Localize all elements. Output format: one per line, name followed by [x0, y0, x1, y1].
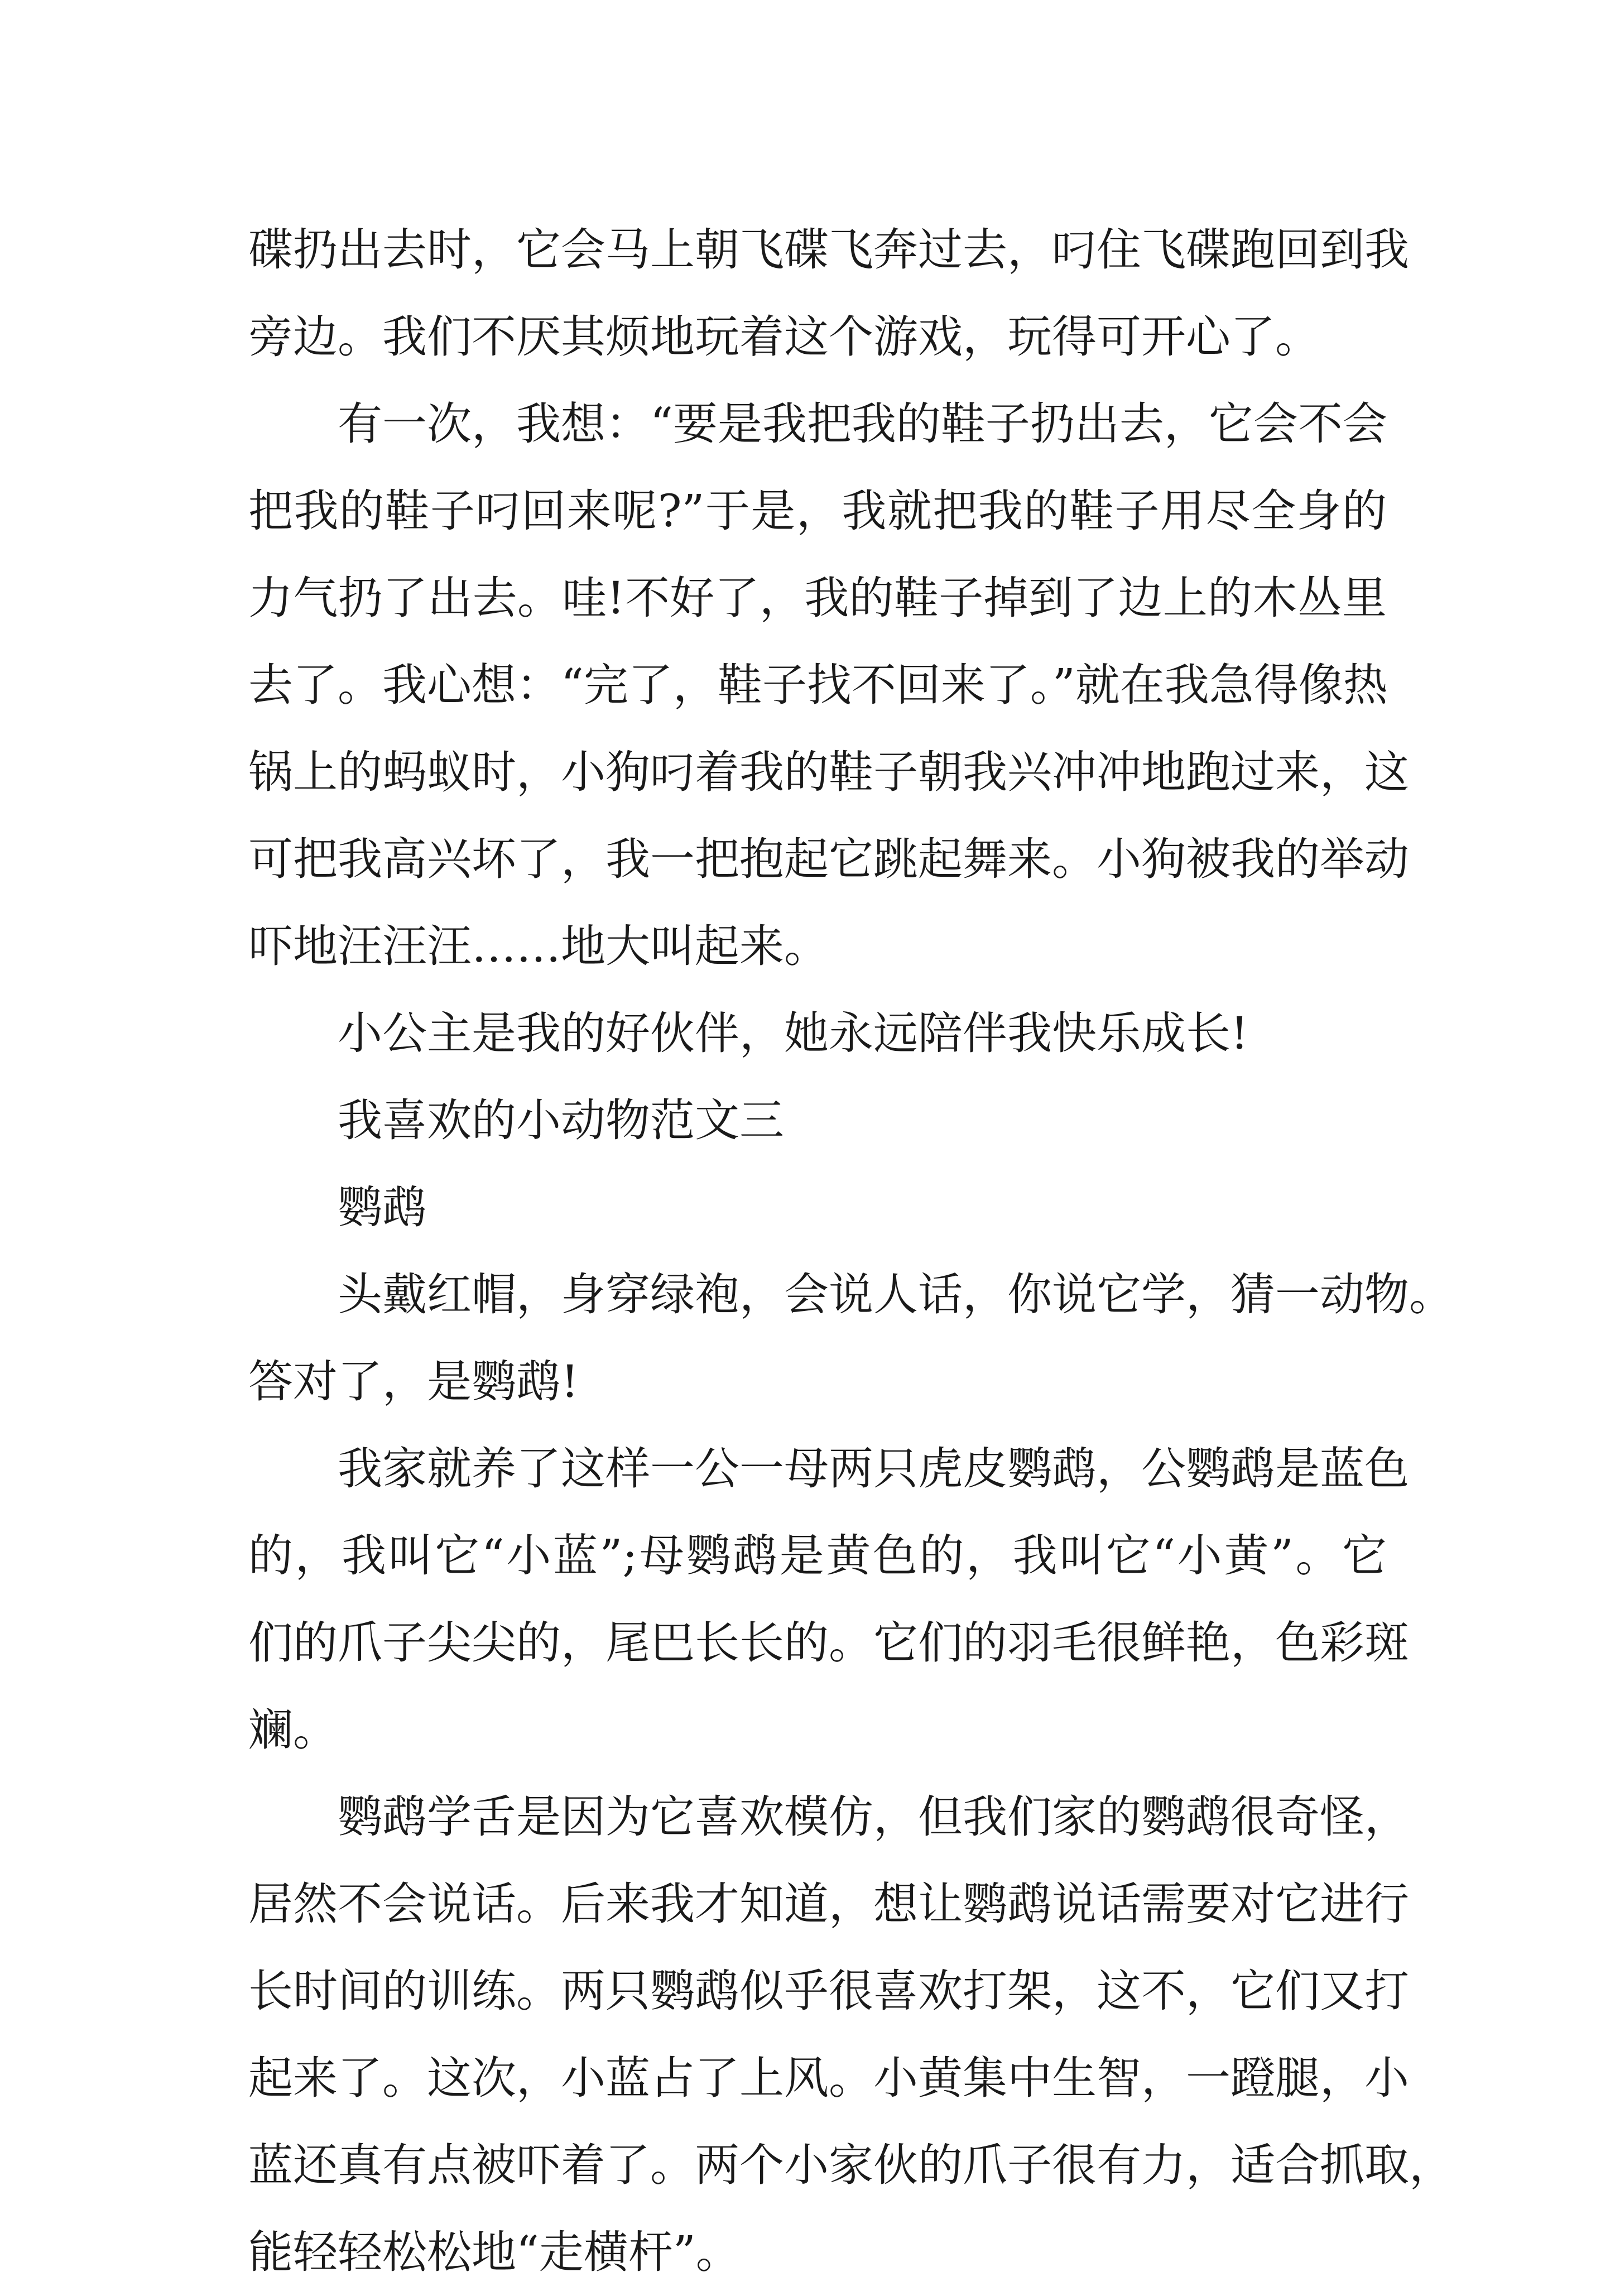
text-line: 旁边。我们不厌其烦地玩着这个游戏，玩得可开心了。	[248, 311, 1320, 363]
text-line: 的，我叫它“小蓝”;母鹦鹉是黄色的，我叫它“小黄”。它	[248, 1530, 1387, 1582]
paragraph-start-line: 头戴红帽，身穿绿袍，会说人话，你说它学，猜一动物。	[338, 1269, 1454, 1320]
paragraph-start-line: 鹦鹉学舌是因为它喜欢模仿，但我们家的鹦鹉很奇怪，	[338, 1791, 1409, 1843]
text-line: 长时间的训练。两只鹦鹉似乎很喜欢打架，这不，它们又打	[248, 1965, 1409, 2017]
text-line: 去了。我心想：“完了，鞋子找不回来了。”就在我急得像热	[248, 659, 1388, 711]
text-line: 吓地汪汪汪……地大叫起来。	[248, 920, 829, 972]
article-title: 鹦鹉	[338, 1181, 427, 1233]
text-line: 答对了，是鹦鹉!	[248, 1356, 579, 1408]
text-line: 碟扔出去时，它会马上朝飞碟飞奔过去，叼住飞碟跑回到我	[248, 224, 1409, 276]
text-line: 斓。	[248, 1704, 338, 1756]
text-line: 锅上的蚂蚁时，小狗叼着我的鞋子朝我兴冲冲地跑过来，这	[248, 746, 1409, 798]
text-line: 把我的鞋子叼回来呢?”于是，我就把我的鞋子用尽全身的	[248, 485, 1387, 537]
text-line: 们的爪子尖尖的，尾巴长长的。它们的羽毛很鲜艳，色彩斑	[248, 1617, 1409, 1669]
text-line: 力气扔了出去。哇!不好了，我的鞋子掉到了边上的木丛里	[248, 572, 1387, 624]
section-heading: 我喜欢的小动物范文三	[338, 1094, 784, 1146]
text-line: 能轻轻松松地“走横杆”。	[248, 2226, 741, 2278]
text-line: 居然不会说话。后来我才知道，想让鹦鹉说话需要对它进行	[248, 1878, 1409, 1930]
body-text	[248, 206, 1454, 2296]
text-line: 起来了。这次，小蓝占了上风。小黄集中生智，一蹬腿，小	[248, 2052, 1409, 2104]
paragraph-start-line: 我家就养了这样一公一母两只虎皮鹦鹉，公鹦鹉是蓝色	[338, 1443, 1409, 1495]
text-line: 可把我高兴坏了，我一把抱起它跳起舞来。小狗被我的举动	[248, 833, 1409, 885]
paragraph-start-line: 小公主是我的好伙伴，她永远陪伴我快乐成长!	[338, 1007, 1249, 1059]
text-line: 蓝还真有点被吓着了。两个小家伙的爪子很有力，适合抓取，	[248, 2139, 1454, 2191]
paragraph-start-line: 有一次，我想：“要是我把我的鞋子扔出去，它会不会	[338, 398, 1387, 450]
